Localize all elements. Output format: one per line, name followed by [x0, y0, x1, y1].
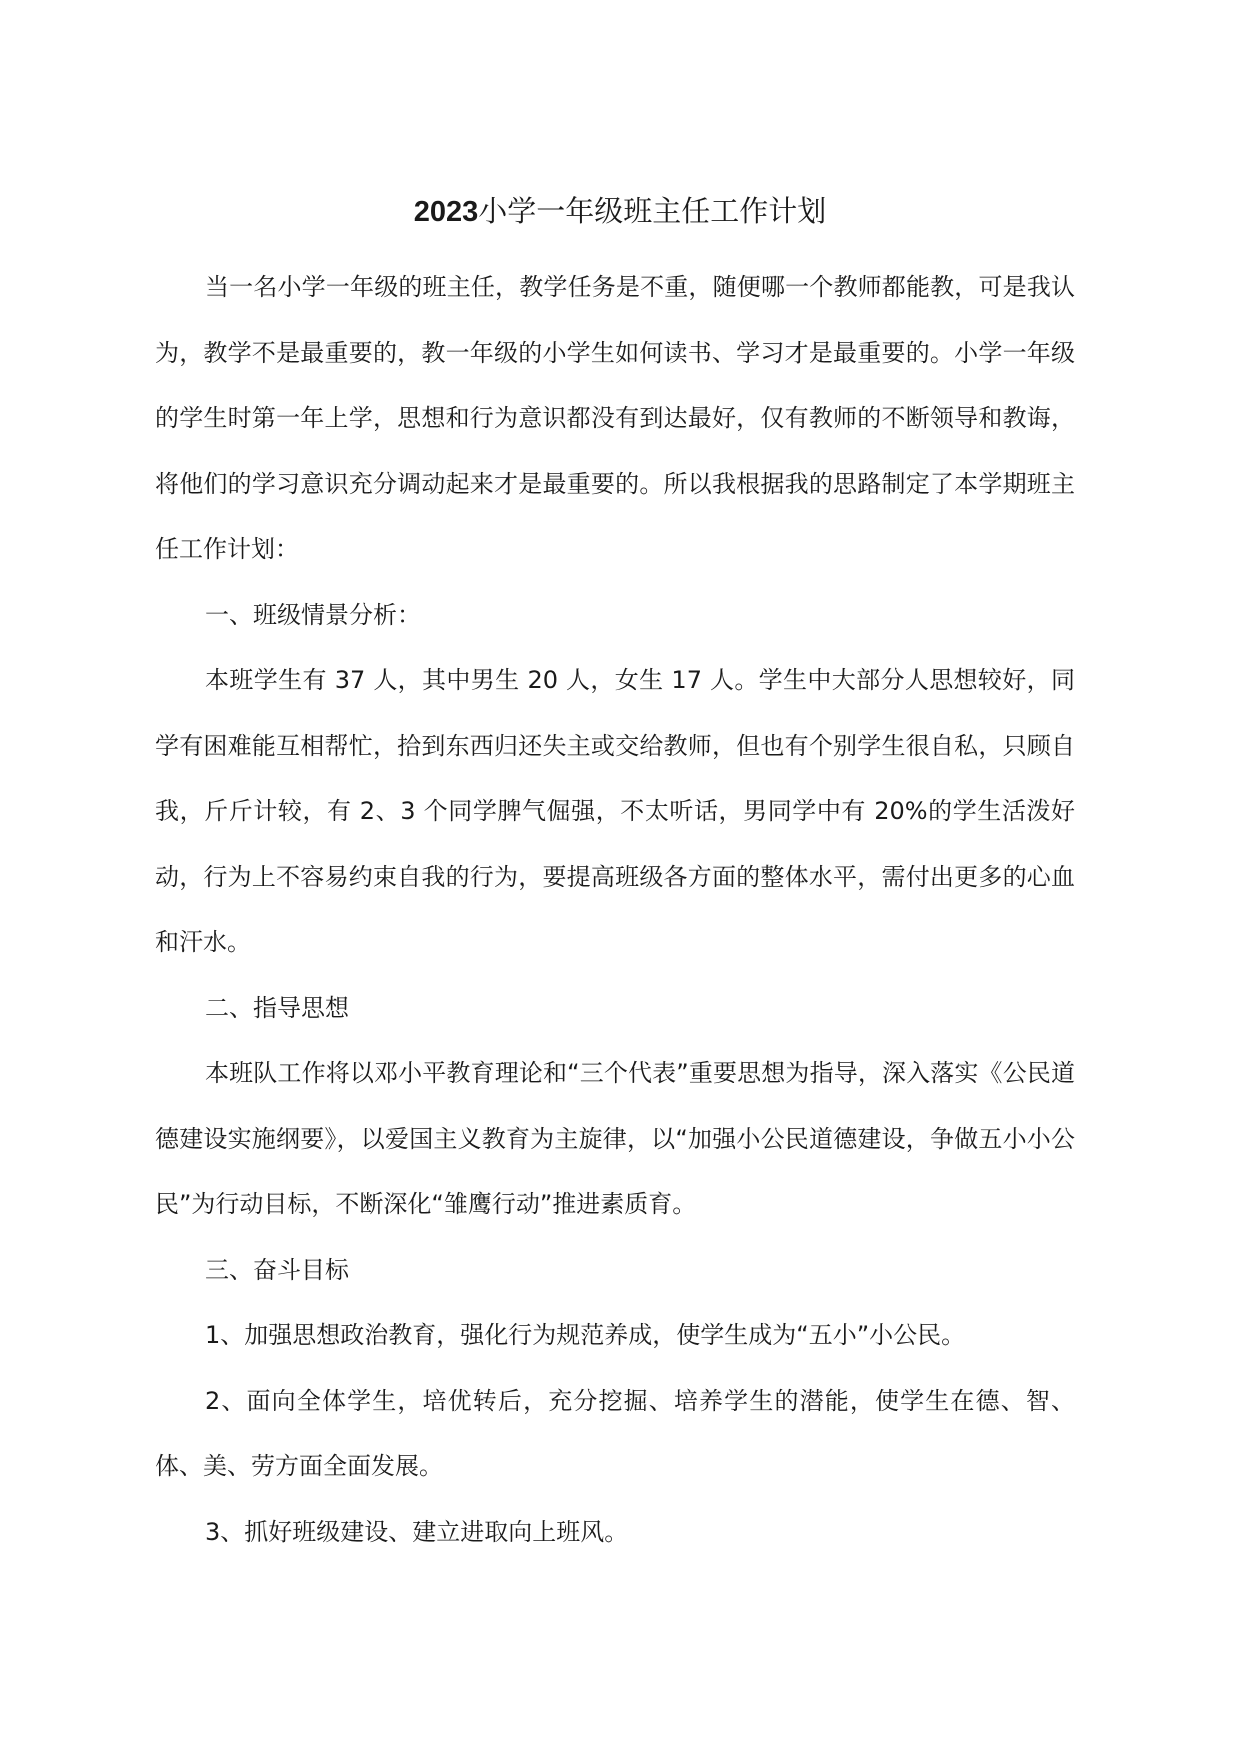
- class-analysis-paragraph: 本班学生有 37 人，其中男生 20 人，女生 17 人。学生中大部分人思想较好，同学有困难能互相帮忙，拾到东西归还失主或交给教师，但也有个别学生很自私，只顾自我，斤斤计较，有 2、3 个同学脾气倔强，不太听话，男同学中有 20%的学生活泼好动，行为上不容易约束自我的行为，要提高班级各方面的整体水平，需付出更多的心血和汗水。: [155, 666, 1075, 956]
- title-text: 小学一年级班主任工作计划: [478, 194, 827, 228]
- document-title: [0, 188, 1240, 235]
- guiding-ideology-paragraph: 本班队工作将以邓小平教育理论和“三个代表”重要思想为指导，深入落实《公民道德建设实施纲要》，以爱国主义教育为主旋律，以“加强小公民道德建设，争做五小小公民”为行动目标，不断深化“雏鹰行动”推进素质育。: [155, 1059, 1075, 1218]
- section-heading-guiding-ideology: 二、指导思想: [205, 993, 349, 1022]
- document-body: [155, 255, 1075, 1565]
- title-year: 2023: [413, 196, 479, 228]
- intro-paragraph: 当一名小学一年级的班主任，教学任务是不重，随便哪一个教师都能教，可是我认为，教学不是最重要的，教一年级的小学生如何读书、学习才是最重要的。小学一年级的学生时第一年上学，思想和行为意识都没有到达最好，仅有教师的不断领导和教诲，将他们的学习意识充分调动起来才是最重要的。所以我根据我的思路制定了本学期班主任工作计划：: [155, 273, 1075, 563]
- goal-item: 1、加强思想政治教育，强化行为规范养成，使学生成为“五小”小公民。: [205, 1321, 966, 1349]
- goal-item: 2、面向全体学生，培优转后，充分挖掘、培养学生的潜能，使学生在德、智、体、美、劳方面全面发展。: [155, 1386, 1075, 1480]
- section-heading-class-analysis: 一、班级情景分析：: [205, 600, 421, 629]
- goal-item: 3、抓好班级建设、建立进取向上班风。: [205, 1517, 629, 1546]
- section-heading-goals: 三、奋斗目标: [205, 1255, 349, 1284]
